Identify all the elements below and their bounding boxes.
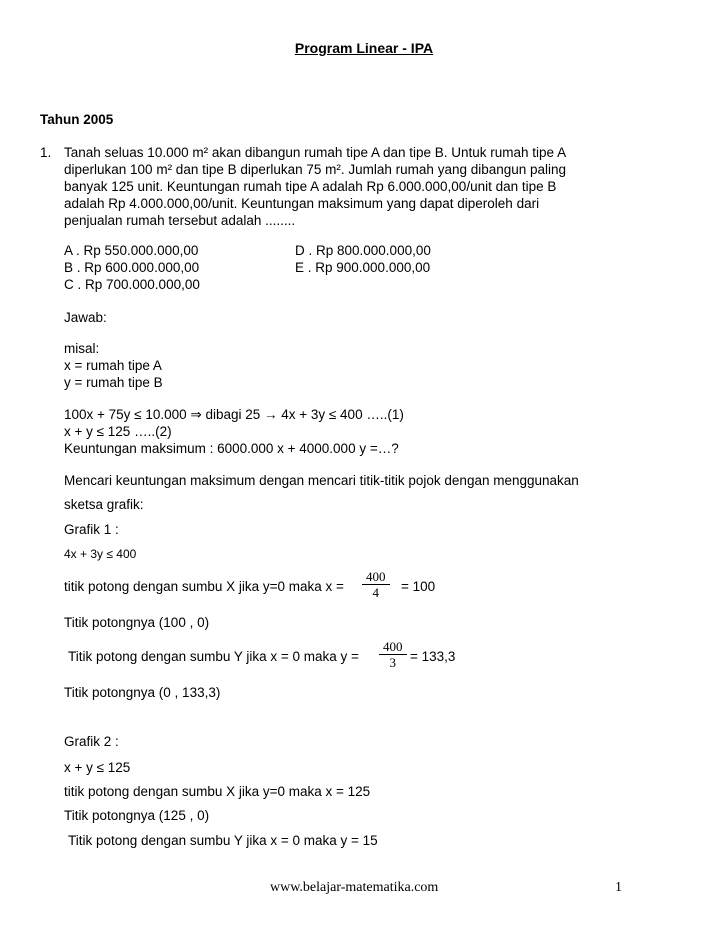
graph2-x-intercept: titik potong dengan sumbu X jika y=0 maka x = 125	[64, 784, 371, 799]
y-definition: y = rumah tipe B	[64, 375, 163, 390]
option-b: B . Rp 600.000.000,00	[64, 260, 200, 275]
question-line: diperlukan 100 m² dan tipe B diperlukan 75 m². Jumlah rumah yang dibangun paling	[64, 162, 567, 177]
option-e: E . Rp 900.000.000,00	[295, 260, 431, 275]
question-number: 1.	[40, 145, 52, 160]
option-c: C . Rp 700.000.000,00	[64, 277, 200, 292]
graph1-y-fraction	[379, 639, 407, 671]
objective-function: Keuntungan maksimum : 6000.000 x + 4000.000 y =…?	[64, 441, 399, 456]
year-heading: Tahun 2005	[40, 112, 114, 127]
graph2-y-intercept: Titik potong dengan sumbu Y jika x = 0 maka y = 15	[68, 833, 378, 848]
fraction-numerator: 400	[379, 639, 407, 655]
question-line: banyak 125 unit. Keuntungan rumah tipe A adalah Rp 6.000.000,00/unit dan tipe B	[64, 179, 557, 194]
graph1-equation: 4x + 3y ≤ 400	[64, 547, 137, 561]
option-d: D . Rp 800.000.000,00	[295, 243, 431, 258]
fraction-numerator: 400	[362, 569, 390, 585]
graph2-x-point: Titik potongnya (125 , 0)	[64, 808, 210, 823]
graph1-x-result: = 100	[401, 579, 436, 594]
page-title: Program Linear - IPA	[294, 40, 434, 56]
option-a: A . Rp 550.000.000,00	[64, 243, 199, 258]
graph1-x-intercept: titik potong dengan sumbu X jika y=0 maka x =	[64, 579, 344, 594]
footer-website: www.belajar-matematika.com	[270, 880, 439, 895]
graph1-y-result: = 133,3	[410, 649, 456, 664]
graph2-heading: Grafik 2 :	[64, 734, 119, 749]
method-line: Mencari keuntungan maksimum dengan mencari titik-titik pojok dengan menggunakan	[64, 473, 579, 488]
fraction-denominator: 3	[389, 655, 396, 670]
fraction-denominator: 4	[372, 585, 379, 600]
method-line: sketsa grafik:	[64, 497, 144, 512]
footer-page-number: 1	[615, 880, 622, 895]
graph2-equation: x + y ≤ 125	[64, 760, 131, 775]
answer-label: Jawab:	[64, 310, 107, 325]
graph1-heading: Grafik 1 :	[64, 522, 119, 537]
x-definition: x = rumah tipe A	[64, 358, 162, 373]
question-line: adalah Rp 4.000.000,00/unit. Keuntungan maksimum yang dapat diperoleh dari	[64, 196, 540, 211]
graph1-x-fraction	[362, 569, 390, 601]
question-line: Tanah seluas 10.000 m² akan dibangun rumah tipe A dan tipe B. Untuk rumah tipe A	[64, 145, 567, 160]
constraint-2: x + y ≤ 125 …..(2)	[64, 424, 172, 439]
graph1-y-point: Titik potongnya (0 , 133,3)	[64, 685, 221, 700]
misal-label: misal:	[64, 341, 100, 356]
graph1-x-point: Titik potongnya (100 , 0)	[64, 615, 210, 630]
graph1-y-intercept: Titik potong dengan sumbu Y jika x = 0 maka y =	[68, 649, 359, 664]
constraint-1: 100x + 75y ≤ 10.000 ⇒ dibagi 25 → 4x + 3y ≤ 400 …..(1)	[64, 407, 404, 422]
question-line: penjualan rumah tersebut adalah ........	[64, 213, 296, 228]
